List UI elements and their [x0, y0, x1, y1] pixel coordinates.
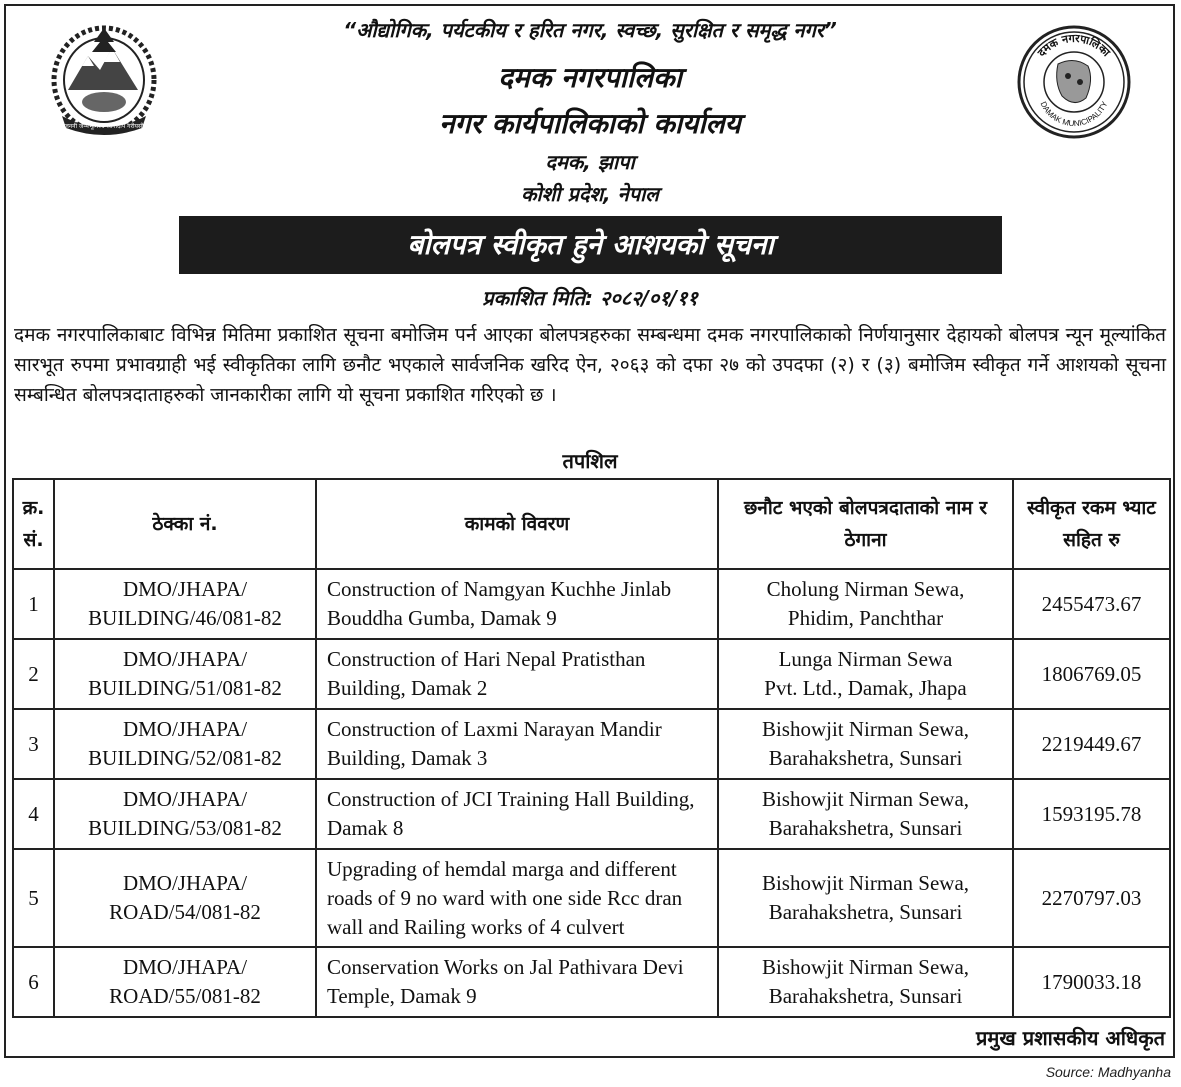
table-row — [13, 639, 1170, 709]
notice-body: दमक नगरपालिकाबाट विभिन्न मितिमा प्रकाशित सूचना बमोजिम पर्न आएका बोलपत्रहरुका सम्बन्धमा दमक नगरपालिकाको निर्णयानुसार देहायको बोलपत्र न्यून मूल्यांकित सारभूत रुपमा प्रभावग्राही भई स्वीकृतिका लागि छनौट भएकाले सार्वजनिक खरिद ऐन, २०६३ को दफा २७ को उपदफा (२) र (३) बमोजिम स्वीकृत गर्ने आशयको सूचना सम्बन्धित बोलपत्रदाताहरुको जानकारीका लागि यो सूचना प्रकाशित गरिएको छ । — [14, 324, 1166, 406]
published-date: प्रकाशित मिति: २०८२/०१/११ — [482, 286, 698, 310]
bidder-line1: Bishowjit Nirman Sewa, — [761, 787, 970, 811]
header-amount: स्वीकृत रकम भ्याट सहित रु — [1013, 479, 1170, 569]
cell-sn: 2 — [13, 639, 54, 709]
cell-description: Upgrading of hemdal marga and different roads of 9 no ward with one side Rcc dran wall and Railing works of 4 culvert — [316, 849, 718, 947]
contract-no-line2: BUILDING/46/081-82 — [88, 606, 282, 630]
bidder-line2: Phidim, Panchthar — [787, 606, 944, 630]
cell-sn: 4 — [13, 779, 54, 849]
table-row — [13, 569, 1170, 639]
cell-contract-no — [54, 709, 316, 779]
contract-no-line2: ROAD/55/081-82 — [109, 984, 261, 1008]
cell-bidder — [718, 849, 1013, 947]
schedule-title: तपशिल — [562, 449, 618, 473]
svg-text:DAMAK MUNICIPALITY — [1039, 99, 1110, 128]
seal-text-np: दमक नगरपालिका — [1035, 31, 1113, 60]
bidder-line1: Lunga Nirman Sewa — [778, 647, 953, 671]
nepal-emblem-icon — [48, 20, 160, 138]
source-credit: Source: Madhyanha — [1045, 1064, 1171, 1080]
org-name: दमक नगरपालिका — [498, 61, 682, 94]
emblem-motto: जननी जन्मभूमिश्च स्वर्गादपि गरीयसी — [64, 123, 144, 130]
contract-no-line1: DMO/JHAPA/ — [122, 577, 248, 601]
bidder-line2: Barahakshetra, Sunsari — [768, 746, 963, 770]
bidder-line1: Bishowjit Nirman Sewa, — [761, 955, 970, 979]
cell-bidder — [718, 709, 1013, 779]
cell-contract-no — [54, 639, 316, 709]
cell-contract-no — [54, 849, 316, 947]
cell-bidder — [718, 779, 1013, 849]
table-row — [13, 849, 1170, 947]
cell-sn: 3 — [13, 709, 54, 779]
header-bidder: छनौट भएको बोलपत्रदाताको नाम र ठेगाना — [718, 479, 1013, 569]
cell-contract-no — [54, 947, 316, 1017]
header-description: कामको विवरण — [316, 479, 718, 569]
contract-no-line2: BUILDING/52/081-82 — [88, 746, 282, 770]
cell-contract-no — [54, 779, 316, 849]
cell-description: Construction of Namgyan Kuchhe Jinlab Bouddha Gumba, Damak 9 — [316, 569, 718, 639]
cell-amount: 2219449.67 — [1013, 709, 1170, 779]
bidder-line2: Barahakshetra, Sunsari — [768, 900, 963, 924]
table-row — [13, 709, 1170, 779]
bidder-line2: Barahakshetra, Sunsari — [768, 816, 963, 840]
contract-no-line1: DMO/JHAPA/ — [122, 871, 248, 895]
table-row — [13, 947, 1170, 1017]
location: दमक, झापा — [545, 150, 635, 174]
contract-no-line2: ROAD/54/081-82 — [109, 900, 261, 924]
seal-text-en: DAMAK MUNICIPALITY — [1038, 100, 1110, 129]
municipality-seal-icon — [1016, 24, 1132, 140]
cell-bidder — [718, 639, 1013, 709]
bidder-line1: Bishowjit Nirman Sewa, — [761, 717, 970, 741]
cell-bidder — [718, 569, 1013, 639]
signatory-title: प्रमुख प्रशासकीय अधिकृत — [976, 1026, 1165, 1050]
contract-no-line2: BUILDING/51/081-82 — [88, 676, 282, 700]
office-name: नगर कार्यपालिकाको कार्यालय — [439, 107, 741, 140]
cell-amount: 1790033.18 — [1013, 947, 1170, 1017]
cell-sn: 6 — [13, 947, 54, 1017]
header-contract-no: ठेक्का नं. — [54, 479, 316, 569]
cell-description: Construction of JCI Training Hall Building, Damak 8 — [316, 779, 718, 849]
table-header-row — [13, 479, 1170, 569]
slogan: “औद्योगिक, पर्यटकीय र हरित नगर, स्वच्छ, सुरक्षित र समृद्ध नगर” — [343, 18, 837, 42]
cell-amount: 1806769.05 — [1013, 639, 1170, 709]
contract-no-line1: DMO/JHAPA/ — [122, 955, 248, 979]
cell-sn: 1 — [13, 569, 54, 639]
award-table — [12, 478, 1171, 1018]
cell-description: Construction of Hari Nepal Pratisthan Building, Damak 2 — [316, 639, 718, 709]
contract-no-line1: DMO/JHAPA/ — [122, 717, 248, 741]
province: कोशी प्रदेश, नेपाल — [521, 182, 659, 206]
bidder-line2: Barahakshetra, Sunsari — [768, 984, 963, 1008]
cell-description: Conservation Works on Jal Pathivara Devi Temple, Damak 9 — [316, 947, 718, 1017]
contract-no-line1: DMO/JHAPA/ — [122, 647, 248, 671]
cell-amount: 2270797.03 — [1013, 849, 1170, 947]
contract-no-line1: DMO/JHAPA/ — [122, 787, 248, 811]
contract-no-line2: BUILDING/53/081-82 — [88, 816, 282, 840]
cell-contract-no — [54, 569, 316, 639]
cell-amount: 1593195.78 — [1013, 779, 1170, 849]
bidder-line1: Bishowjit Nirman Sewa, — [761, 871, 970, 895]
header-sn: क्र. सं. — [13, 479, 54, 569]
cell-bidder — [718, 947, 1013, 1017]
bidder-line1: Cholung Nirman Sewa, — [766, 577, 965, 601]
table-row — [13, 779, 1170, 849]
notice-title: बोलपत्र स्वीकृत हुने आशयको सूचना — [179, 216, 1002, 274]
cell-amount: 2455473.67 — [1013, 569, 1170, 639]
cell-sn: 5 — [13, 849, 54, 947]
bidder-line2: Pvt. Ltd., Damak, Jhapa — [764, 676, 967, 700]
cell-description: Construction of Laxmi Narayan Mandir Building, Damak 3 — [316, 709, 718, 779]
